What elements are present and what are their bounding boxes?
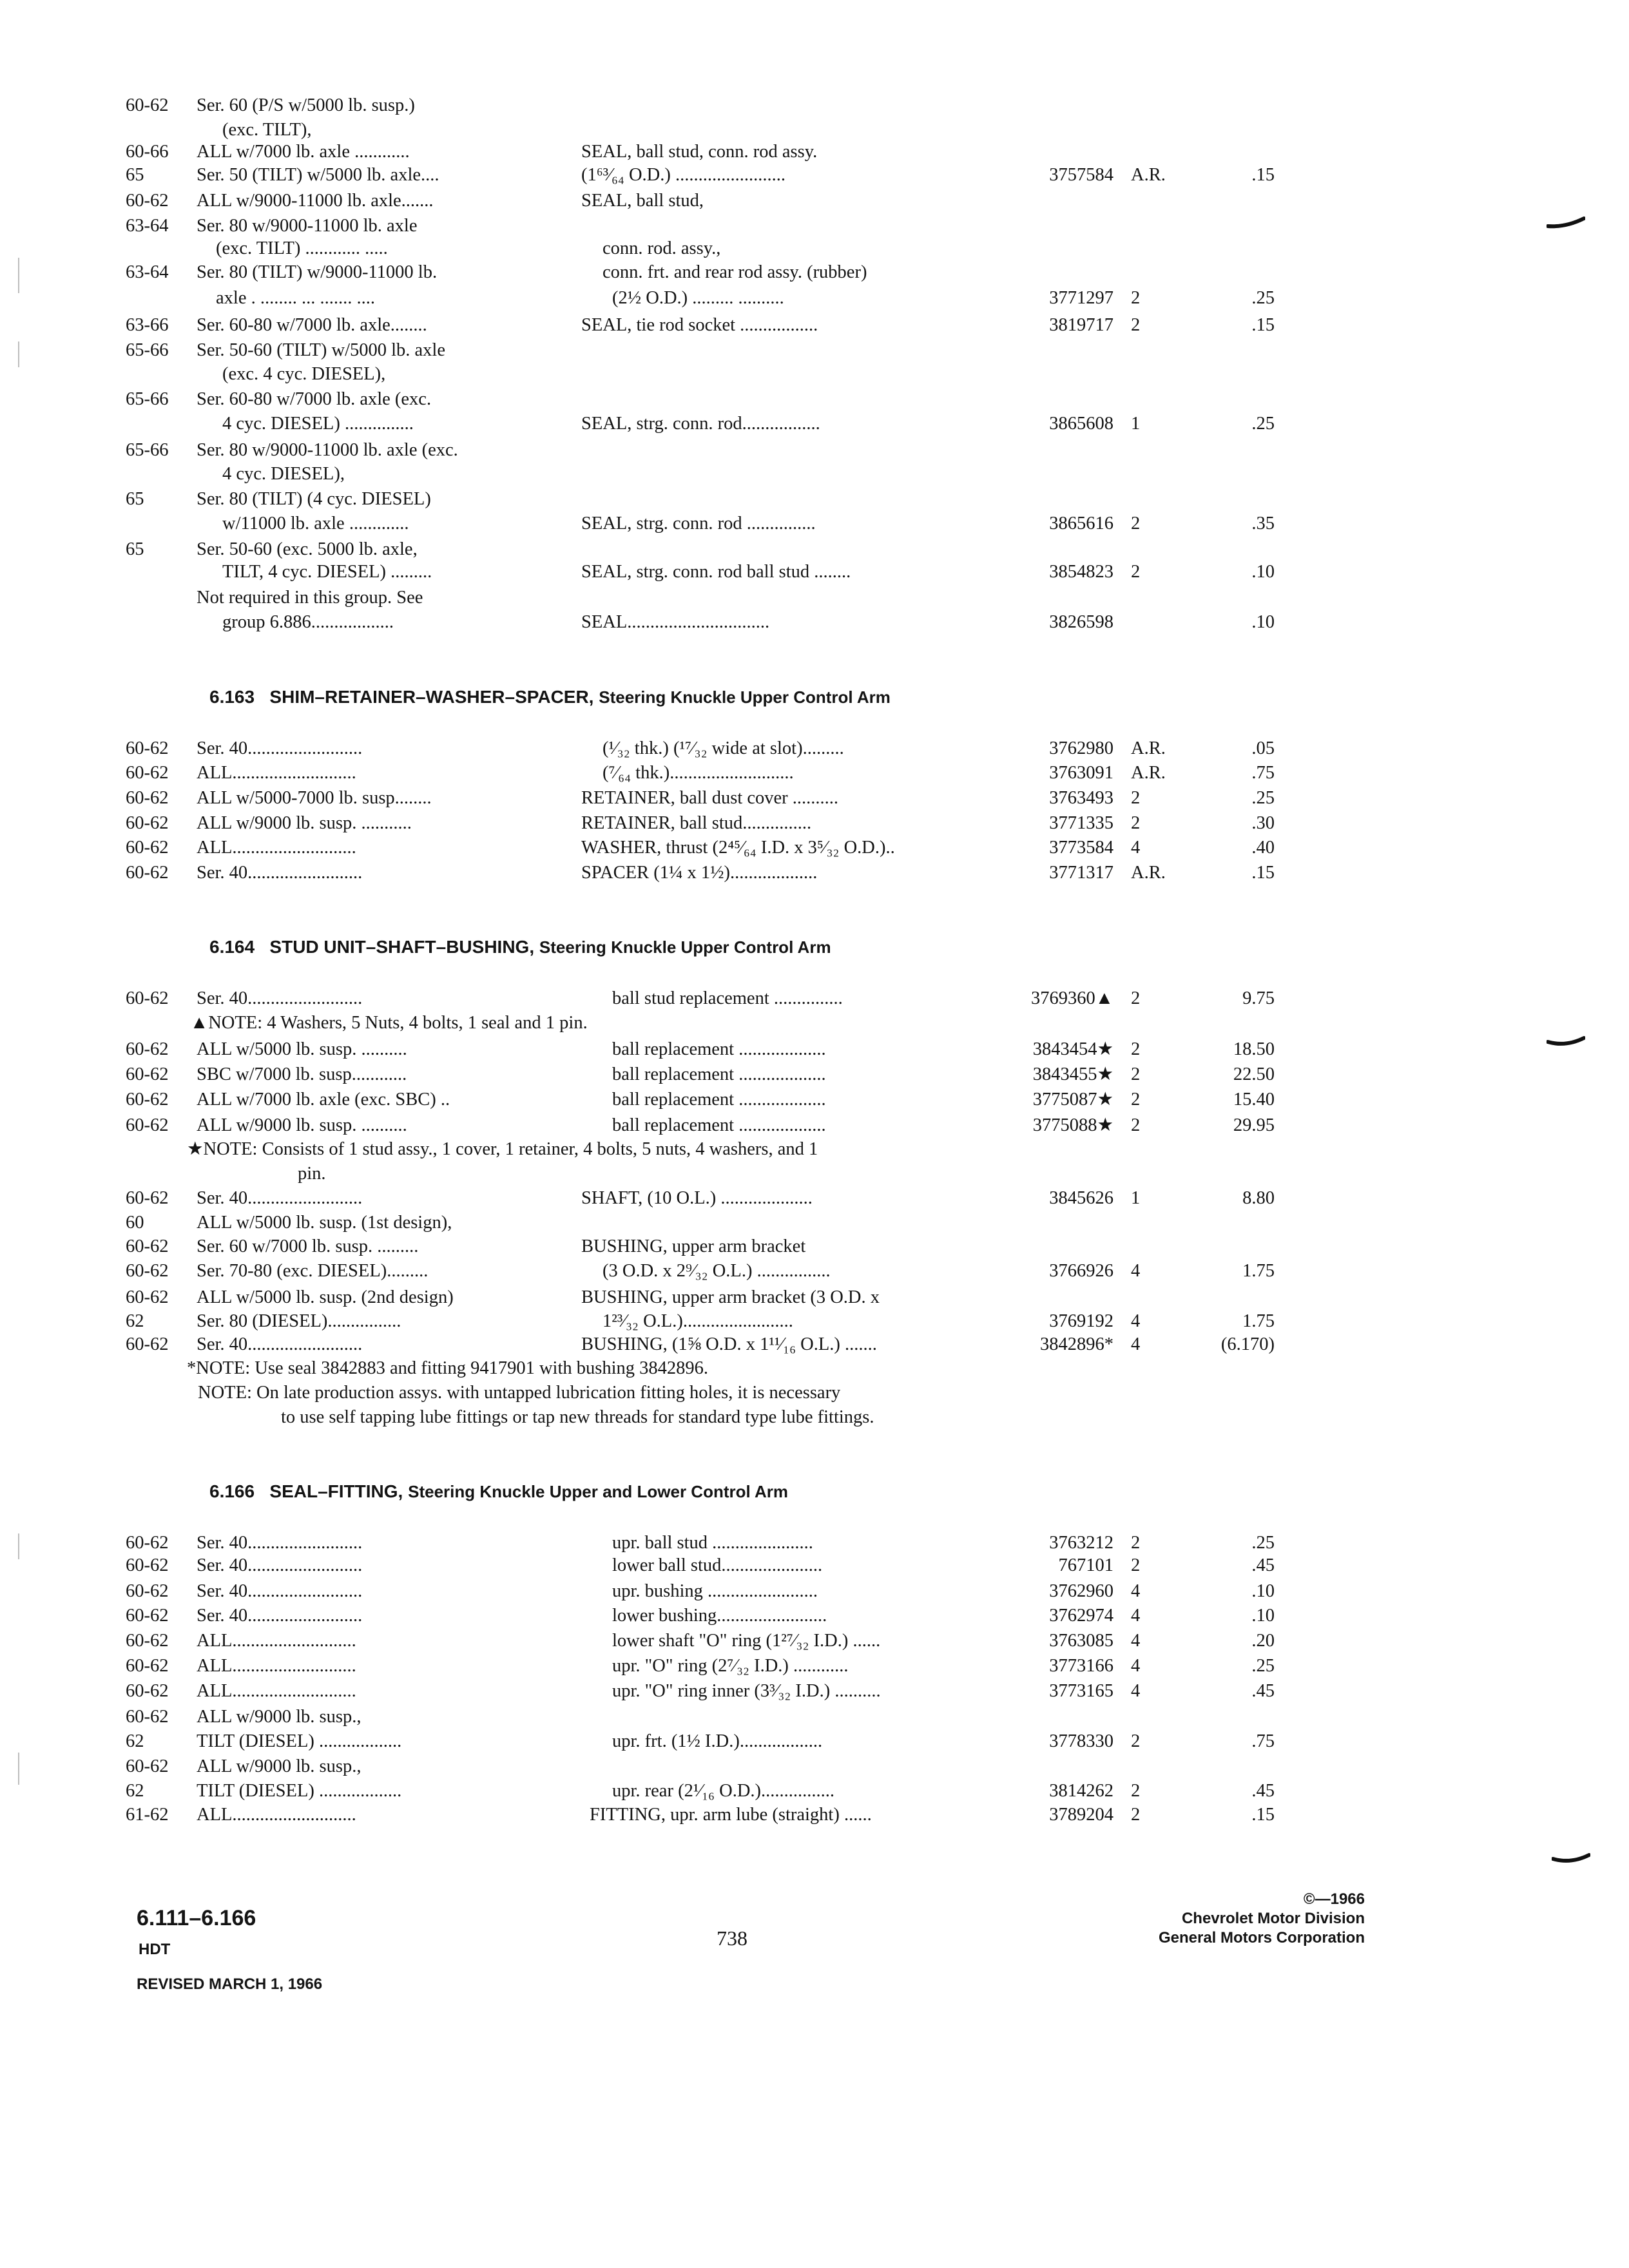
table-row: group 6.886.................. SEAL............................... 3826598 .10 bbox=[222, 612, 1275, 632]
table-row: 60-62 ALL w/5000 lb. susp. .......... ball replacement ................... 3843454★ 2 18.50 bbox=[126, 1039, 1275, 1059]
table-row: 60-62 ALL w/5000 lb. susp. (2nd design) BUSHING, upper arm bracket (3 O.D. x bbox=[126, 1287, 880, 1307]
table-row: 60-62 ALL........................... (⁷⁄₆₄ thk.)........................... 3763091 A.R. .75 bbox=[126, 763, 1275, 783]
binder-hole-mark bbox=[1547, 216, 1585, 230]
table-row: 60-62 Ser. 40......................... SPACER (1¼ x 1½)................... 3771317 A.R. .15 bbox=[126, 863, 1275, 883]
scan-edge-mark bbox=[18, 1533, 19, 1559]
section-heading-6-164: 6.164 STUD UNIT–SHAFT–BUSHING, Steering Knuckle Upper Control Arm bbox=[209, 937, 831, 957]
table-row: TILT, 4 cyc. DIESEL) ......... SEAL, strg. conn. rod ball stud ........ 3854823 2 .10 bbox=[222, 562, 1275, 582]
table-row: Not required in this group. See bbox=[197, 588, 423, 608]
table-row: 65-66 Ser. 80 w/9000-11000 lb. axle (exc. bbox=[126, 440, 458, 460]
table-row: 60-62 ALL w/9000 lb. susp. ........... RETAINER, ball stud............... 3771335 2 .30 bbox=[126, 813, 1275, 833]
table-row: 60-62 ALL w/7000 lb. axle (exc. SBC) .. ball replacement ................... 3775087★ 2 15.40 bbox=[126, 1090, 1275, 1110]
table-row: 60-62 ALL w/9000 lb. susp. .......... ball replacement ................... 3775088★ 2 29.95 bbox=[126, 1115, 1275, 1135]
table-row: 60-62 Ser. 40......................... upr. ball stud ...................... 3763212 2 .25 bbox=[126, 1533, 1275, 1553]
group-range: 6.111–6.166 bbox=[137, 1906, 256, 1930]
table-row: 60-62 Ser. 40......................... BUSHING, (1⅝ O.D. x 1¹¹⁄₁₆ O.L.) ....... 3842896* 4 (6.170) bbox=[126, 1334, 1275, 1354]
footnote-continued: pin. bbox=[298, 1164, 326, 1184]
table-row: 65 Ser. 80 (TILT) (4 cyc. DIESEL) bbox=[126, 489, 431, 509]
table-row: 60-62 Ser. 40......................... (¹⁄₃₂ thk.) (¹⁷⁄₃₂ wide at slot)......... 3762980 A.R. .05 bbox=[126, 738, 1275, 758]
table-row: 65-66 Ser. 50-60 (TILT) w/5000 lb. axle bbox=[126, 340, 446, 360]
table-row: 60-62 SBC w/7000 lb. susp............ ball replacement ................... 3843455★ 2 22.50 bbox=[126, 1064, 1275, 1084]
table-row: 60-62 Ser. 40......................... lower ball stud...................... 767101 2 .45 bbox=[126, 1555, 1275, 1575]
table-row: (exc. 4 cyc. DIESEL), bbox=[222, 364, 386, 384]
table-row: 60-62 ALL w/9000-11000 lb. axle....... SEAL, ball stud, bbox=[126, 191, 704, 211]
footnote: *NOTE: Use seal 3842883 and fitting 9417901 with bushing 3842896. bbox=[187, 1358, 709, 1378]
table-row: 60-62 Ser. 40......................... lower bushing........................ 3762974 4 .10 bbox=[126, 1606, 1275, 1626]
table-row: 60-62 ALL w/9000 lb. susp., bbox=[126, 1707, 361, 1727]
table-row: (exc. TILT) ............ ..... conn. rod. assy., bbox=[216, 238, 721, 258]
table-row: w/11000 lb. axle ............. SEAL, strg. conn. rod ............... 3865616 2 .35 bbox=[222, 514, 1275, 533]
table-row: 65 Ser. 50-60 (exc. 5000 lb. axle, bbox=[126, 539, 418, 559]
corporation-name: General Motors Corporation bbox=[1158, 1929, 1365, 1946]
division-name: Chevrolet Motor Division bbox=[1181, 1910, 1365, 1927]
table-row: 60-62 ALL w/5000-7000 lb. susp........ RETAINER, ball dust cover .......... 3763493 2 .25 bbox=[126, 788, 1275, 808]
scan-edge-mark bbox=[18, 341, 19, 367]
table-row: 62 TILT (DIESEL) .................. upr. rear (2¹⁄₁₆ O.D.)................ 3814262 2 .45 bbox=[126, 1781, 1275, 1801]
table-row: 60-62 Ser. 60 w/7000 lb. susp. ......... BUSHING, upper arm bracket bbox=[126, 1236, 806, 1256]
table-row: 63-64 Ser. 80 (TILT) w/9000-11000 lb. conn. frt. and rear rod assy. (rubber) bbox=[126, 262, 867, 282]
table-row: 62 TILT (DIESEL) .................. upr. frt. (1½ I.D.).................. 3778330 2 .75 bbox=[126, 1731, 1275, 1751]
table-row: 4 cyc. DIESEL), bbox=[222, 464, 345, 484]
section-heading-6-163: 6.163 SHIM–RETAINER–WASHER–SPACER, Steering Knuckle Upper Control Arm bbox=[209, 687, 891, 707]
table-row: 60-62 Ser. 40......................... ball stud replacement ............... 3769360▲ 2 9.75 bbox=[126, 988, 1275, 1008]
table-row: 65 Ser. 50 (TILT) w/5000 lb. axle.... (1⁶³⁄₆₄ O.D.) ........................ 3757584 A.R. .15 bbox=[126, 165, 1275, 185]
footnote: ★NOTE: Consists of 1 stud assy., 1 cover, 1 retainer, 4 bolts, 5 nuts, 4 washers, and 1 bbox=[187, 1139, 818, 1159]
binder-hole-mark bbox=[1552, 1852, 1590, 1867]
series-code: HDT bbox=[139, 1941, 171, 1958]
table-row: 62 Ser. 80 (DIESEL)................ 1²³⁄₃₂ O.L.)........................ 3769192 4 1.75 bbox=[126, 1311, 1275, 1331]
footnote: NOTE: On late production assys. with untapped lubrication fitting holes, it is necessary bbox=[198, 1383, 841, 1403]
table-row: 63-64 Ser. 80 w/9000-11000 lb. axle bbox=[126, 216, 418, 236]
table-row: 60-62 Ser. 40......................... SHAFT, (10 O.L.) .................... 3845626 1 8.80 bbox=[126, 1188, 1275, 1208]
table-row: 60-62 Ser. 60 (P/S w/5000 lb. susp.) bbox=[126, 95, 415, 115]
table-row: 63-66 Ser. 60-80 w/7000 lb. axle........ SEAL, tie rod socket ................. 3819717 2 .15 bbox=[126, 315, 1275, 335]
scan-edge-mark bbox=[18, 258, 19, 293]
table-row: axle . ........ ... ....... .... (2½ O.D.) ......... .......... 3771297 2 .25 bbox=[216, 288, 1275, 308]
table-row: 60-62 Ser. 40......................... upr. bushing ........................ 3762960 4 .10 bbox=[126, 1581, 1275, 1601]
revision-date: REVISED MARCH 1, 1966 bbox=[137, 1975, 323, 1993]
table-row: 4 cyc. DIESEL) ............... SEAL, strg. conn. rod................. 3865608 1 .25 bbox=[222, 414, 1275, 434]
footnote-continued: to use self tapping lube fittings or tap new threads for standard type lube fittings. bbox=[281, 1407, 874, 1427]
table-row: 60 ALL w/5000 lb. susp. (1st design), bbox=[126, 1213, 452, 1233]
table-row: 60-62 Ser. 70-80 (exc. DIESEL)......... (3 O.D. x 2⁹⁄₃₂ O.L.) ................ 3766926 4 1.75 bbox=[126, 1261, 1275, 1281]
scan-edge-mark bbox=[18, 1753, 19, 1785]
table-row: 60-62 ALL........................... lower shaft "O" ring (1²⁷⁄₃₂ I.D.) ...... 3763085 4 .20 bbox=[126, 1631, 1275, 1651]
section-heading-6-166: 6.166 SEAL–FITTING, Steering Knuckle Upper and Lower Control Arm bbox=[209, 1481, 788, 1501]
table-row: 60-66 ALL w/7000 lb. axle ............ SEAL, ball stud, conn. rod assy. bbox=[126, 142, 818, 162]
table-row: 60-62 ALL........................... WASHER, thrust (2⁴⁵⁄₆₄ I.D. x 3⁵⁄₃₂ O.D.).. 3773584 4 .40 bbox=[126, 838, 1275, 858]
table-row: (exc. TILT), bbox=[222, 120, 312, 140]
page-number: 738 bbox=[717, 1927, 747, 1950]
table-row: 60-62 ALL........................... upr. "O" ring inner (3³⁄₃₂ I.D.) .......... 3773165 4 .45 bbox=[126, 1681, 1275, 1701]
table-row: 65-66 Ser. 60-80 w/7000 lb. axle (exc. bbox=[126, 389, 432, 409]
table-row: 61-62 ALL........................... FITTING, upr. arm lube (straight) ...... 3789204 2 .15 bbox=[126, 1805, 1275, 1825]
table-row: 60-62 ALL........................... upr. "O" ring (2⁷⁄₃₂ I.D.) ............ 3773166 4 .25 bbox=[126, 1656, 1275, 1676]
binder-hole-mark bbox=[1547, 1035, 1585, 1050]
copyright: ©—1966 bbox=[1303, 1890, 1365, 1908]
table-row: 60-62 ALL w/9000 lb. susp., bbox=[126, 1756, 361, 1776]
footnote: ▲NOTE: 4 Washers, 5 Nuts, 4 bolts, 1 seal and 1 pin. bbox=[190, 1013, 588, 1033]
